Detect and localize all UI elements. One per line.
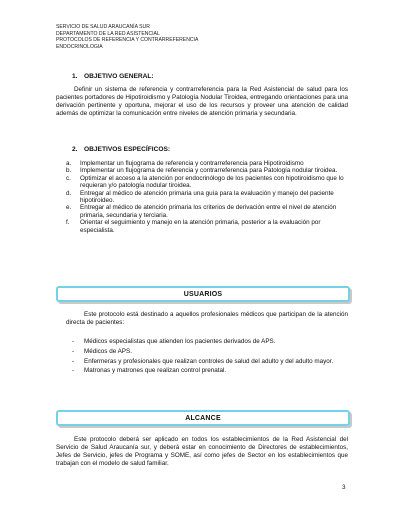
- page-number: 3: [342, 484, 346, 491]
- bullet-dash: -: [72, 367, 75, 375]
- header-line: SERVICIO DE SALUD ARAUCANÍA SUR: [56, 24, 150, 30]
- list-item-text: Orientar el seguimiento y manejo en la atención primaria, posterior a la evaluación por especialista.: [80, 219, 321, 234]
- list-item-text: Médicos especialistas que atienden los pacientes derivados de APS.: [84, 338, 276, 345]
- usuario-item: [72, 338, 348, 346]
- banner-title: USUARIOS: [183, 290, 223, 298]
- list-item-text: Optimizar el acceso a la atención por endocrinólogo de los pacientes con hipotiroidismo que lo requieran y/o patología nodular tiroidea.: [80, 174, 344, 190]
- document-header: [56, 24, 198, 50]
- usuarios-intro: [66, 311, 348, 327]
- list-marker: d.: [66, 189, 72, 197]
- objetivo-item: [66, 160, 348, 167]
- objetivos-especificos-list: [66, 160, 348, 234]
- bullet-dash: -: [72, 347, 75, 355]
- list-item-text: Enfermeras y profesionales que realizan controles de salud del adulto y del adulto mayor.: [84, 357, 334, 365]
- alcance-banner: [56, 410, 350, 426]
- usuario-item: [72, 348, 348, 356]
- list-item-text: Médicos de APS.: [84, 347, 132, 355]
- header-line: PROTOCOLOS DE REFERENCIA Y CONTRARREFERENCIA: [56, 37, 199, 44]
- section-title: OBJETIVOS ESPECÍFICOS:: [84, 146, 171, 153]
- list-item-text: Matronas y matrones que realizan control prenatal.: [84, 367, 227, 375]
- list-item-text: Entregar al médico de atención primaria los criterios de derivación entre el nivel de atención primaria, secundaria y terciaria.: [80, 204, 337, 219]
- list-marker: e.: [66, 204, 72, 212]
- paragraph-text: Definir un sistema de referencia y contrarreferencia para la Red Asistencial de salud para los pacientes portadores de Hipotiroidismo y Patología Nodular Tiroidea, entregando orientaciones para una derivación pertinente y oportuna, mejorar el uso de los recursos y proveer una atención de calidad además de optimizar la comunicación entre niveles de atención primaria y secundaria.: [56, 86, 348, 118]
- usuarios-list: [72, 338, 348, 377]
- paragraph-text: Este protocolo está destinado a aquellos profesionales médicos que participan de la atención directa de pacientes:: [66, 311, 348, 327]
- list-marker: c.: [66, 174, 71, 182]
- banner-title: ALCANCE: [185, 414, 221, 422]
- alcance-text: [56, 436, 348, 468]
- usuario-item: [72, 358, 348, 366]
- objetivo-item: [66, 175, 348, 190]
- section-title: OBJETIVO GENERAL:: [84, 73, 154, 80]
- bullet-dash: -: [72, 338, 75, 345]
- bullet-dash: -: [72, 357, 75, 365]
- list-item-text: Entregar al médico de atención primaria una guía para la evaluación y manejo del paciente hipotiroideo.: [80, 189, 334, 205]
- objetivo-item: [66, 167, 348, 174]
- section-number: 2.: [72, 146, 78, 153]
- list-item-text: Implementar un flujograma de referencia y contrarreferencia para Hipotiroidismo: [80, 160, 304, 167]
- usuarios-banner: [56, 286, 350, 302]
- objetivo-general-text: [56, 86, 348, 118]
- list-item-text: Implementar un flujograma de referencia y contrarreferencia para Patología nodular tiroidea.: [80, 167, 338, 175]
- objetivo-item: [66, 219, 348, 234]
- paragraph-text: Este protocolo deberá ser aplicado en todos los establecimientos de la Red Asistencial del Servicio de Salud Araucanía sur, y deberá estar en conocimiento de Directores de establecimientos, Jefes de Servicio, jefes de Programa y SOME, así como jefes de Sector en los establecimientos que trabajan con el modelo de salud familiar.: [56, 436, 348, 468]
- section-number: 1.: [72, 73, 78, 80]
- objetivos-especificos-heading: [72, 146, 170, 153]
- objetivo-item: [66, 190, 348, 205]
- header-line: DEPARTAMENTO DE LA RED ASISTENCIAL: [56, 30, 160, 37]
- list-marker: b.: [66, 167, 72, 175]
- objetivo-general-heading: [72, 73, 154, 80]
- header-line: ENDOCRINOLOGIA: [56, 43, 103, 50]
- list-marker: a.: [66, 160, 72, 167]
- list-marker: f.: [66, 219, 70, 227]
- objetivo-item: [66, 204, 348, 219]
- usuario-item: [72, 367, 348, 375]
